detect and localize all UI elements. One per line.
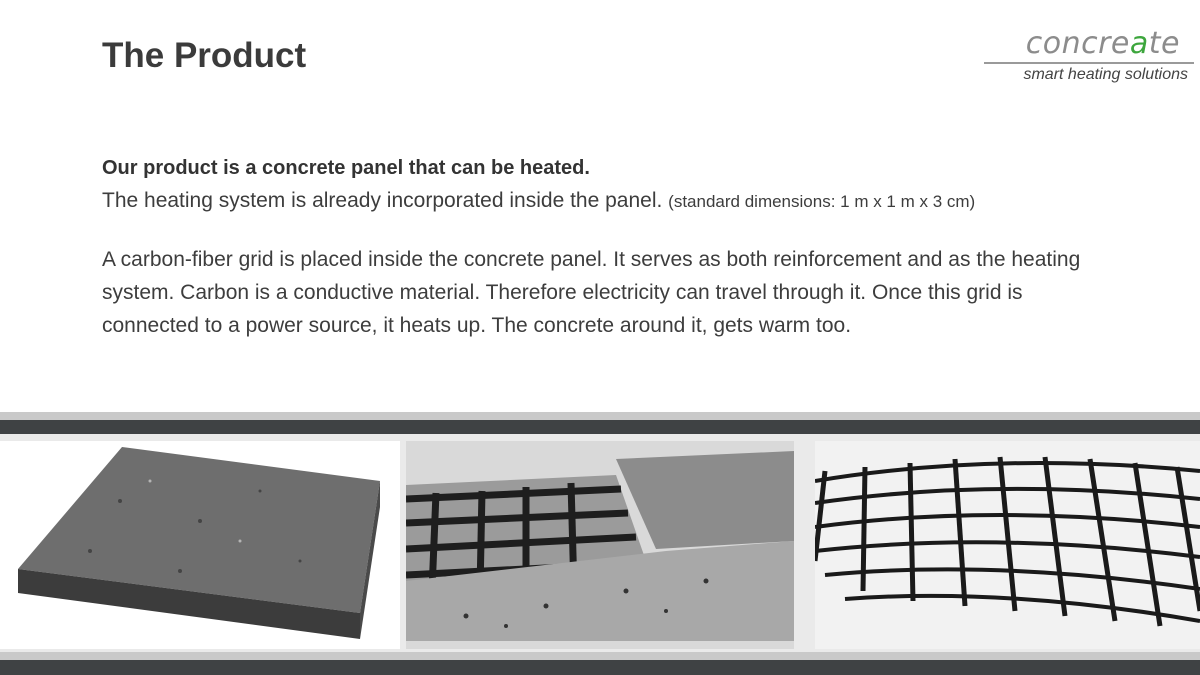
footer-band-dark <box>0 660 1200 675</box>
logo-wordmark: concreate <box>1025 26 1180 61</box>
company-logo <box>984 26 1194 86</box>
logo-divider <box>984 62 1194 64</box>
logo-tagline: smart heating solutions <box>1023 66 1188 83</box>
body-paragraph: A carbon-fiber grid is placed inside the concrete panel. It serves as both reinforcement and as the heating system. Carbon is a conductive material. Therefore electricity can travel through it. Once this grid is connected to a power source, it heats up. The concrete around it, gets warm too. <box>102 248 1081 337</box>
divider-band-dark <box>0 420 1200 434</box>
lead-statement: Our product is a concrete panel that can be heated. <box>102 157 590 179</box>
footer-band-light <box>0 652 1200 660</box>
lead-description: The heating system is already incorporated inside the panel. (standard dimensions: 1 m x 1 m x 3 cm) <box>102 189 976 212</box>
carbon-grid-photo <box>815 441 1200 649</box>
divider-band-light <box>0 412 1200 420</box>
concrete-panel-photo <box>0 441 400 649</box>
slide-title: The Product <box>102 36 307 75</box>
panel-cross-section-photo <box>406 441 794 649</box>
dimensions-note: (standard dimensions: 1 m x 1 m x 3 cm) <box>668 192 976 211</box>
